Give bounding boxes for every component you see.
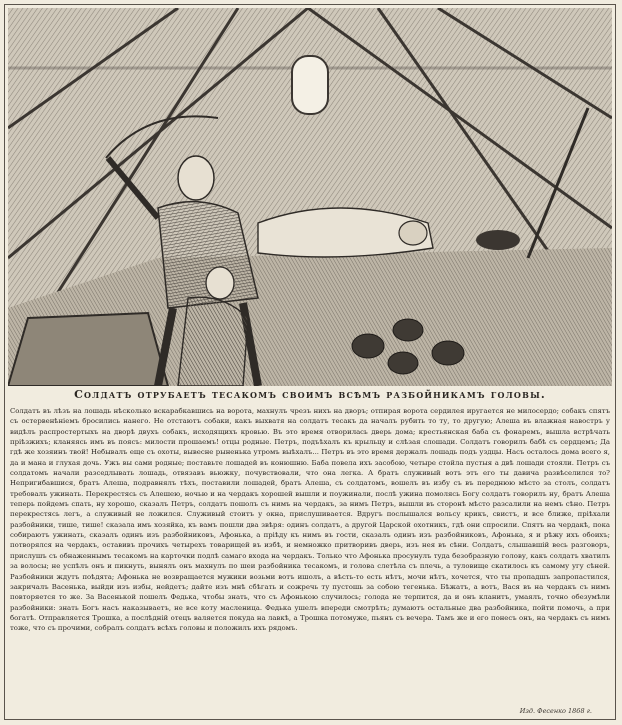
- story-text: Солдатъ въ лѣзъ на лошадь нѣсколько вскарабкавшись на ворота, махнулъ чрезъ нихъ на дворъ; отпирая ворота сердилея иругается не милосердо; собакъ спятъ съ остервенѣніемъ бросились нанего. Не отстаютъ собаки, какъ выхватя на солдатъ тесакъ да началъ рубить то ту, то другую; Алеша въ влажная навостръ у видѣлъ распростертыхъ на дворѣ двухъ собакъ, исходящихъ кровью. Въ это время отворилась дверь дома; крестьянская баба съ фонаремъ, вышла встрѣчать пріѣзжихъ; кланяясь имъ въ поясъ: милости прошаемъ! отцы родные. Петръ, подъѣхалъ къ крыльцу и слѣзая слошади. Солдатъ говорилъ бабѣ съ сердцемъ; Да гдѣ же хозяинъ твой! Небывалъ еще съ охоты, вывесне рыненька утромъ выѣхалъ... Петръ въ это время держалъ лошадь подъ уздцы. Насъ осталось дома всего я, да и мана и глухая дочь. Ужъ вы сами родные; поставьте лошадей въ конюшню. Баба повела ихъ засобою, четыре стойла пустыя а двѣ лошади стояли. Петръ съ солдатомъ начали разседлывать лошадь, отвязавъ вьюжку, почувствовали, что она легка. А братъ служивый вотъ этъ его ты давича развѣселился то? Непригибавшися, братъ Алеша, подравнялъ тѣхъ, поставили лошадей, братъ Алеша, съ солдатомъ, вошелъ въ избу съ въ переднюю мѣсто за столъ, солдатъ требовалъ ужинать. Перекрестясь съ Алешею, ночью и на чердакъ хорошей вышли и поужинали, послѣ ужина помолясь Богу солдатъ говорилъ ну, братъ Алеша теперь пойдемъ спать, ну хорошо, сказалъ Петръ, солдатъ пошолъ съ нимъ на чердакъ, за нимъ Петръ, вышли въ сторонѣ мѣсто разсалили на немъ сѣно. Петръ перекрестясь легъ, а служивый не ложился. Служивый стоитъ у окна, прислушивается. Вдругъ послышался вольсу крикъ, свистъ, и все ближе, пріѣхали разбойники, тише, тише! сказала имъ хозяйка, къ вамъ пошли два звѣря: одинъ солдатъ, а другой Царской охотникъ, гдѣ они спросили. Спятъ на чердакѣ, пока собираютъ ужинать, сказалъ одинъ изъ разбойниковъ, Афонька, а пріѣду къ нимъ въ гости, сказалъ одинъ изъ разбойниковъ, Афонька, я и рѣжу ихъ обоихъ; потворялся на чердакъ, оставивъ прочихъ четырехъ товарищей въ избѣ, и немножко притворивъ дверь, изъ нея въ сѣни. Солдатъ, слышавшій весь разговоръ, прислушъ съ обнаженнымъ тесакомъ на карточки подлѣ самаго входа на чердакъ. Только что Афонька просунулъ туда безобразную голову, какъ солдатъ хватилъ за волосы; не успѣлъ онъ и пикнуть, вынялъ онъ махнулъ по шеи разбойника тесакомъ, и голова слетѣла съ плечь, а туловище скатилось къ самому угу сѣней. Разбойники ждутъ поѣдята; Афонька не возвращается мужики возьми вотъ ишолъ, а вѣсть-то есть нѣтъ, мочи нѣтъ, хочется, что ты пропадшъ запропастился, закричалъ Васенька, выйди изъ избы, нейдетъ; дайте изъ мнѣ сбѣгать и сожречь ту пустошь за собою тегенька. Бѣжатъ, а вотъ, Вася въ на чердакъ съ нимъ повторяется то же. За Васенькой пошелъ Федька, чтобы знать, что съ Афонькою случилось; голода не терпится, да и онъ кланитъ, умаялъ, точно обезумѣли разбойники: знать Богъ насъ наказываетъ, не все коту масленица. Федька ушелъ впереди смотрѣть; думаютъ остальные два разбойника, пойти помочь, а при богатѣ. Отправляется Трошка, а послѣдній отецъ валяется покуда на лавкѣ, а Трошка потомуже, пьянъ съ вечера. Тамъ же и его понесъ онъ, на чердакъ съ нимъ тоже, что съ прочими, собралъ солдатъ всѣхъ головы и положилъ ихъ рядомъ.: [10, 407, 610, 633]
- hat-icon: [476, 230, 520, 250]
- caption-area: [8, 388, 612, 402]
- attic-window: [292, 56, 328, 114]
- trapdoor: [8, 313, 168, 386]
- engraving-illustration: [8, 8, 612, 386]
- publisher-signature: Изд. Фесенко 1868 г.: [519, 707, 592, 715]
- page-title: Солдатъ отрубаетъ тесакомъ своимъ всѣмъ разбойникамъ головы.: [74, 388, 546, 401]
